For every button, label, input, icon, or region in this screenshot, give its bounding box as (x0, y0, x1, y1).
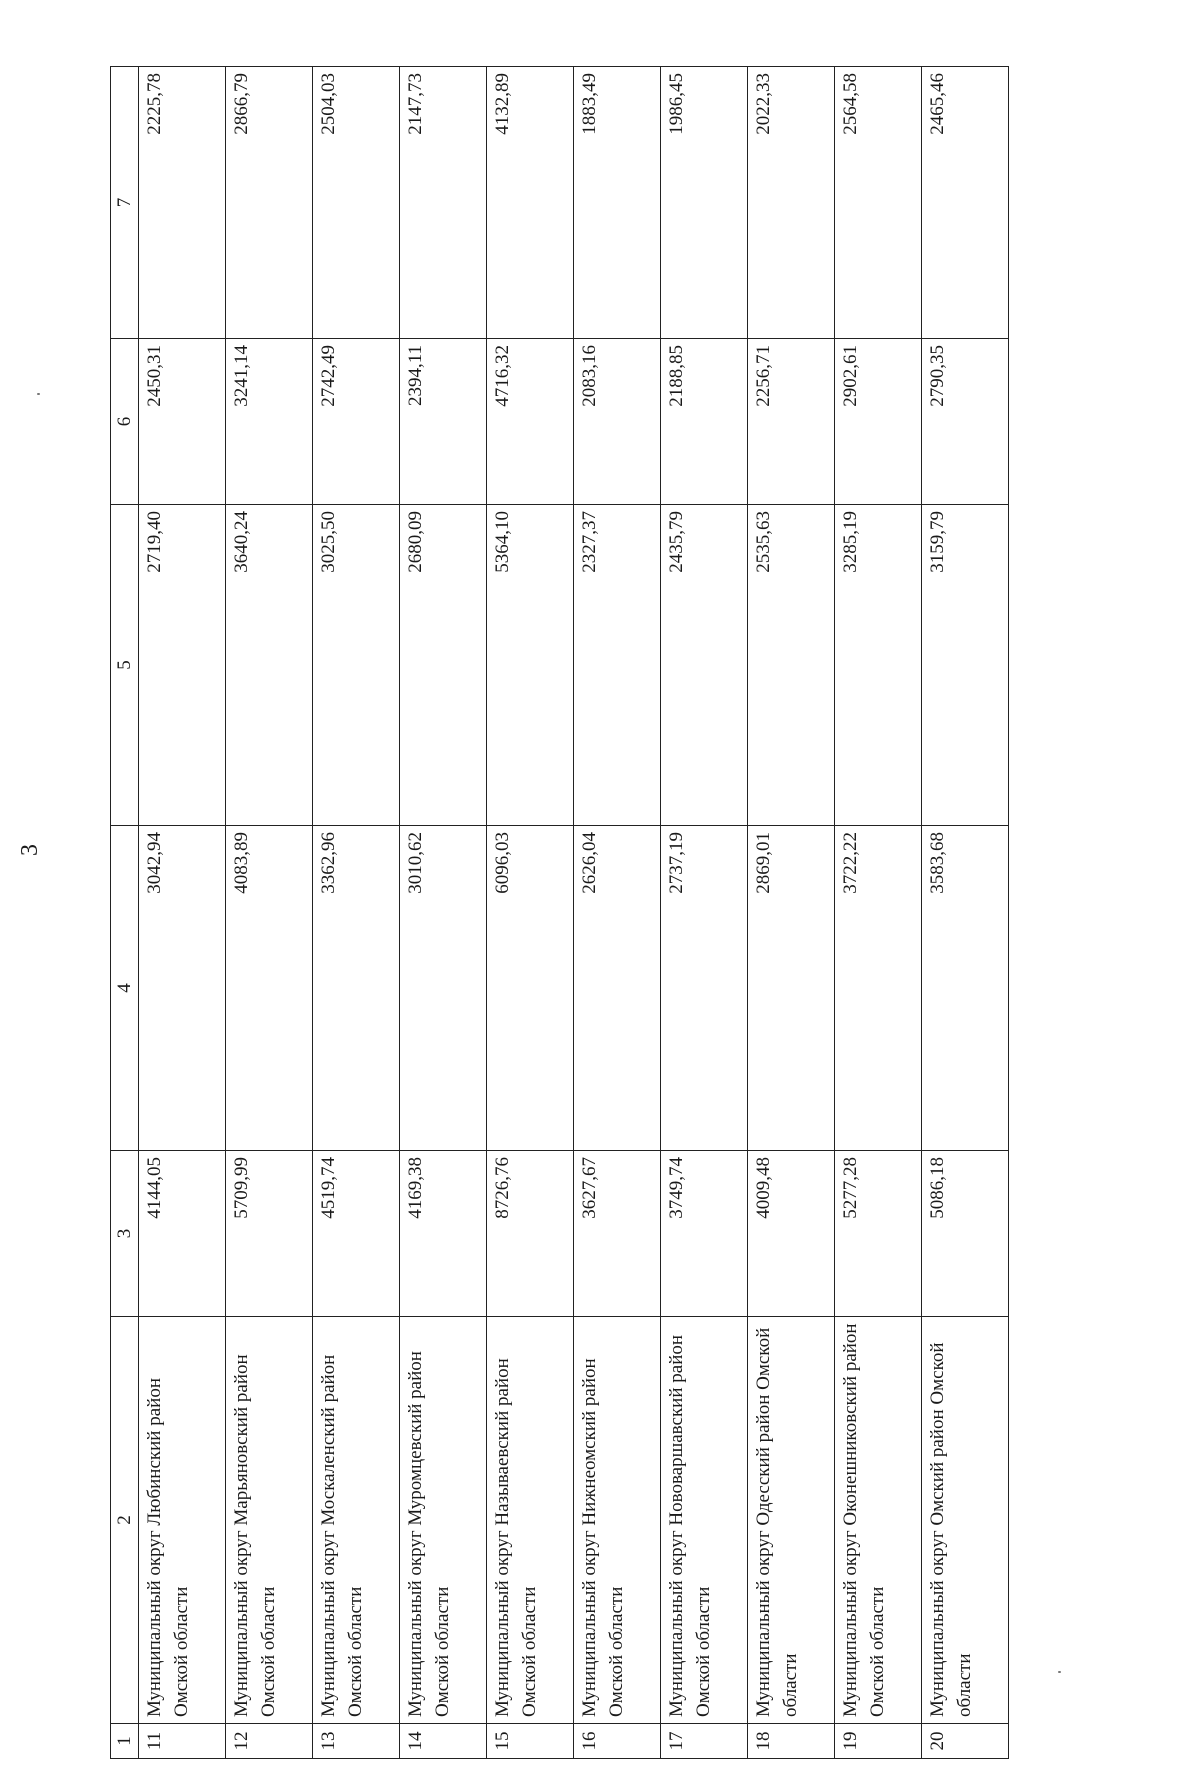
value-col-7: 2022,33 (748, 67, 835, 339)
municipality-name: Муниципальный округ Марьяновский район Омской области (226, 1317, 313, 1724)
value-col-3: 4519,74 (313, 1151, 400, 1317)
value-col-5: 2680,09 (400, 505, 487, 826)
value-col-7: 1986,45 (661, 67, 748, 339)
row-index: 15 (487, 1724, 574, 1759)
municipality-name: Муниципальный округ Муромцевский район Омской области (400, 1317, 487, 1724)
row-index: 13 (313, 1724, 400, 1759)
value-col-4: 4083,89 (226, 826, 313, 1151)
municipality-name: Муниципальный округ Нижнеомский район Омской области (574, 1317, 661, 1724)
municipality-name: Муниципальный округ Любинский район Омской области (139, 1317, 226, 1724)
value-col-5: 3640,24 (226, 505, 313, 826)
value-col-3: 8726,76 (487, 1151, 574, 1317)
value-col-7: 2866,79 (226, 67, 313, 339)
value-col-7: 2147,73 (400, 67, 487, 339)
header-cell-4: 4 (111, 826, 139, 1151)
value-col-4: 3010,62 (400, 826, 487, 1151)
row-index: 18 (748, 1724, 835, 1759)
value-col-4: 3362,96 (313, 826, 400, 1151)
value-col-4: 2626,04 (574, 826, 661, 1151)
municipality-name: Муниципальный округ Нововаршавский район Омской области (661, 1317, 748, 1724)
table-row (835, 67, 922, 1759)
value-col-5: 3159,79 (922, 505, 1009, 826)
value-col-6: 4716,32 (487, 339, 574, 505)
value-col-5: 2435,79 (661, 505, 748, 826)
municipality-name: Муниципальный округ Омский район Омской области (922, 1317, 1009, 1724)
table-row (922, 67, 1009, 1759)
value-col-3: 3749,74 (661, 1151, 748, 1317)
value-col-5: 3285,19 (835, 505, 922, 826)
header-cell-7: 7 (111, 67, 139, 339)
table-row (661, 67, 748, 1759)
header-cell-3: 3 (111, 1151, 139, 1317)
header-cell-5: 5 (111, 505, 139, 826)
value-col-7: 2225,78 (139, 67, 226, 339)
row-index: 20 (922, 1724, 1009, 1759)
municipality-name: Муниципальный округ Москаленский район Омской области (313, 1317, 400, 1724)
value-col-6: 2256,71 (748, 339, 835, 505)
value-col-5: 2719,40 (139, 505, 226, 826)
value-col-6: 2902,61 (835, 339, 922, 505)
value-col-6: 2083,16 (574, 339, 661, 505)
value-col-3: 5277,28 (835, 1151, 922, 1317)
value-col-3: 5086,18 (922, 1151, 1009, 1317)
row-index: 17 (661, 1724, 748, 1759)
value-col-6: 2394,11 (400, 339, 487, 505)
scan-speck (1058, 1671, 1061, 1673)
row-index: 14 (400, 1724, 487, 1759)
table-row (226, 67, 313, 1759)
value-col-7: 2564,58 (835, 67, 922, 339)
value-col-3: 4169,38 (400, 1151, 487, 1317)
data-table (110, 66, 1009, 1759)
municipality-name: Муниципальный округ Одесский район Омской области (748, 1317, 835, 1724)
value-col-5: 5364,10 (487, 505, 574, 826)
value-col-7: 4132,89 (487, 67, 574, 339)
municipality-name: Муниципальный округ Называевский район Омской области (487, 1317, 574, 1724)
header-row (111, 67, 139, 1759)
table-row (487, 67, 574, 1759)
page-number: 3 (17, 844, 43, 856)
value-col-7: 2465,46 (922, 67, 1009, 339)
value-col-6: 2450,31 (139, 339, 226, 505)
value-col-3: 4009,48 (748, 1151, 835, 1317)
value-col-3: 4144,05 (139, 1151, 226, 1317)
table-row (139, 67, 226, 1759)
value-col-6: 2742,49 (313, 339, 400, 505)
value-col-4: 2737,19 (661, 826, 748, 1151)
value-col-7: 1883,49 (574, 67, 661, 339)
row-index: 12 (226, 1724, 313, 1759)
header-cell-2: 2 (111, 1317, 139, 1724)
header-cell-6: 6 (111, 339, 139, 505)
value-col-6: 2188,85 (661, 339, 748, 505)
value-col-4: 6096,03 (487, 826, 574, 1151)
table-row (400, 67, 487, 1759)
value-col-4: 2869,01 (748, 826, 835, 1151)
value-col-3: 3627,67 (574, 1151, 661, 1317)
value-col-6: 2790,35 (922, 339, 1009, 505)
value-col-7: 2504,03 (313, 67, 400, 339)
value-col-4: 3583,68 (922, 826, 1009, 1151)
row-index: 11 (139, 1724, 226, 1759)
value-col-4: 3042,94 (139, 826, 226, 1151)
scan-speck (37, 393, 40, 395)
value-col-4: 3722,22 (835, 826, 922, 1151)
row-index: 16 (574, 1724, 661, 1759)
table-row (574, 67, 661, 1759)
value-col-5: 2327,37 (574, 505, 661, 826)
value-col-5: 3025,50 (313, 505, 400, 826)
value-col-3: 5709,99 (226, 1151, 313, 1317)
header-cell-1: 1 (111, 1724, 139, 1759)
table-row (748, 67, 835, 1759)
value-col-6: 3241,14 (226, 339, 313, 505)
table-row (313, 67, 400, 1759)
municipality-name: Муниципальный округ Оконешниковский район Омской области (835, 1317, 922, 1724)
value-col-5: 2535,63 (748, 505, 835, 826)
row-index: 19 (835, 1724, 922, 1759)
